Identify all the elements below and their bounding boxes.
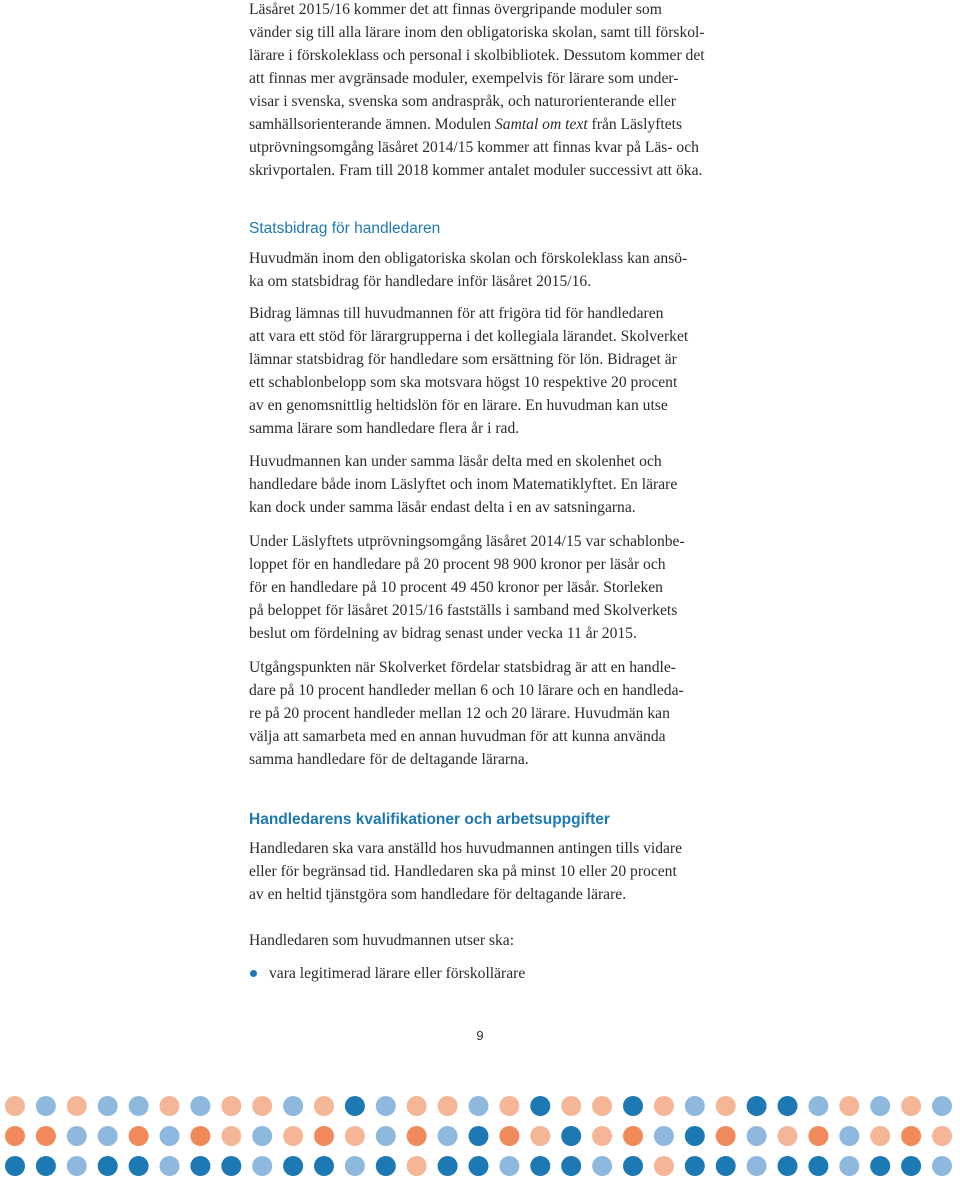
intro-line: utprövningsomgång läsåret 2014/15 kommer att finnas kvar på Läs- och: [249, 139, 699, 156]
page-number: 9: [476, 1028, 484, 1043]
decorative-dot: [716, 1126, 736, 1146]
intro-line: skrivportalen. Fram till 2018 kommer antalet moduler successivt att öka.: [249, 162, 703, 179]
intro-line: från Läslyftets: [587, 116, 683, 133]
decorative-dot: [98, 1096, 118, 1116]
decorative-dot: [808, 1126, 828, 1146]
decorative-dot: [716, 1156, 736, 1176]
decorative-dot: [839, 1126, 859, 1146]
decorative-dot: [407, 1126, 427, 1146]
decorative-dot: [67, 1156, 87, 1176]
decorative-dot: [499, 1156, 519, 1176]
decorative-dot: [252, 1156, 272, 1176]
decorative-dot: [778, 1156, 798, 1176]
bullet-icon: [250, 970, 257, 977]
decorative-dot: [160, 1126, 180, 1146]
decorative-dot: [190, 1126, 210, 1146]
decorative-dot: [654, 1096, 674, 1116]
decorative-dot: [252, 1096, 272, 1116]
module-title: Samtal om text: [494, 116, 588, 133]
decorative-dot: [190, 1156, 210, 1176]
decorative-dot: [561, 1156, 581, 1176]
decorative-dot: [561, 1096, 581, 1116]
decorative-dot: [901, 1096, 921, 1116]
decorative-dot: [530, 1096, 550, 1116]
decorative-dot: [530, 1126, 550, 1146]
decorative-dot: [469, 1126, 489, 1146]
decorative-dot: [129, 1126, 149, 1146]
decorative-dot: [870, 1156, 890, 1176]
decorative-dot: [808, 1096, 828, 1116]
decorative-dot: [932, 1156, 952, 1176]
decorative-dot: [778, 1126, 798, 1146]
decorative-dot: [314, 1096, 334, 1116]
decorative-dot: [407, 1096, 427, 1116]
decorative-dot: [345, 1156, 365, 1176]
requirements-list: [249, 962, 769, 985]
decorative-dot: [932, 1096, 952, 1116]
statsbidrag-paragraph-4: Under Läslyftets utprövningsomgång läsåret 2014/15 var schablonbe- loppet för en handledare på 20 procent 98 900 kronor per läsår och för en handledare på 10 procent 49 450 kronor per läsår. Storleken på beloppet för läsåret 2015/16 fastställs i samband med Skolverkets beslut om fördelning av bidrag senast under vecka 11 år 2015.: [249, 533, 685, 642]
list-item: vara legitimerad lärare eller förskollärare: [249, 962, 769, 985]
decorative-dot: [67, 1126, 87, 1146]
decorative-dot: [221, 1126, 241, 1146]
decorative-dot: [407, 1156, 427, 1176]
decorative-dot: [932, 1126, 952, 1146]
decorative-dot: [98, 1156, 118, 1176]
statsbidrag-paragraph-5: Utgångspunkten när Skolverket fördelar statsbidrag är att en handle- dare på 10 procent handleder mellan 6 och 10 lärare och en handleda- re på 20 procent handleder mellan 12 och 20 lärare. Huvudmän kan välja att samarbeta med en annan huvudman för att kunna använda samma handledare för de deltagande lärarna.: [249, 659, 684, 768]
decorative-dot: [592, 1156, 612, 1176]
decorative-dot: [438, 1156, 458, 1176]
decorative-dot: [499, 1096, 519, 1116]
section-heading-statsbidrag: Statsbidrag för handledaren: [249, 220, 441, 237]
decorative-dot: [5, 1156, 25, 1176]
decorative-dot: [314, 1156, 334, 1176]
statsbidrag-paragraph-1: Huvudmän inom den obligatoriska skolan och förskoleklass kan ansö- ka om statsbidrag för handledare inför läsåret 2015/16.: [249, 250, 688, 290]
decorative-dot: [716, 1096, 736, 1116]
decorative-dot: [499, 1126, 519, 1146]
decorative-dot: [469, 1096, 489, 1116]
decorative-dot: [98, 1126, 118, 1146]
decorative-dot: [438, 1126, 458, 1146]
intro-line: att finnas mer avgränsade moduler, exempelvis för lärare som under-: [249, 70, 679, 87]
decorative-dot: [747, 1126, 767, 1146]
decorative-dot: [36, 1096, 56, 1116]
decorative-dot: [808, 1156, 828, 1176]
decorative-dot: [839, 1156, 859, 1176]
decorative-dot: [5, 1126, 25, 1146]
decorative-dot: [901, 1156, 921, 1176]
decorative-dot: [839, 1096, 859, 1116]
decorative-dot: [623, 1096, 643, 1116]
decorative-dot: [376, 1096, 396, 1116]
decorative-dot: [747, 1156, 767, 1176]
decorative-dot: [592, 1126, 612, 1146]
decorative-dot: [345, 1126, 365, 1146]
decorative-dot: [190, 1096, 210, 1116]
decorative-dot: [530, 1156, 550, 1176]
decorative-dot: [561, 1126, 581, 1146]
decorative-dot: [778, 1096, 798, 1116]
decorative-dot: [67, 1096, 87, 1116]
decorative-dot-pattern: [0, 1086, 960, 1182]
intro-line: vänder sig till alla lärare inom den obligatoriska skolan, samt till förskol-: [249, 24, 705, 41]
kvalifikationer-paragraph-1: Handledaren ska vara anställd hos huvudmannen antingen tills vidare eller för begränsad tid. Handledaren ska på minst 10 eller 20 procent av en heltid tjänstgöra som handledare för deltagande lärare.: [249, 840, 683, 903]
decorative-dot: [129, 1096, 149, 1116]
decorative-dot: [221, 1096, 241, 1116]
decorative-dot: [654, 1156, 674, 1176]
decorative-dot: [345, 1096, 365, 1116]
statsbidrag-paragraph-3: Huvudmannen kan under samma läsår delta med en skolenhet och handledare både inom Läslyftet och inom Matematiklyftet. En lärare kan dock under samma läsår endast delta i en av satsningarna.: [249, 453, 678, 516]
decorative-dot: [314, 1126, 334, 1146]
decorative-dot: [221, 1156, 241, 1176]
decorative-dot: [376, 1156, 396, 1176]
decorative-dot: [129, 1156, 149, 1176]
decorative-dot: [283, 1156, 303, 1176]
decorative-dot: [592, 1096, 612, 1116]
decorative-dot: [283, 1126, 303, 1146]
decorative-dot: [623, 1156, 643, 1176]
section-heading-kvalifikationer: Handledarens kvalifikationer och arbetsuppgifter: [249, 811, 610, 828]
decorative-dot: [685, 1156, 705, 1176]
decorative-dot: [376, 1126, 396, 1146]
decorative-dot: [685, 1096, 705, 1116]
decorative-dot: [870, 1096, 890, 1116]
decorative-dot: [747, 1096, 767, 1116]
decorative-dot: [901, 1126, 921, 1146]
intro-paragraph: [249, 0, 769, 182]
decorative-dot: [160, 1156, 180, 1176]
decorative-dot: [252, 1126, 272, 1146]
decorative-dot: [438, 1096, 458, 1116]
intro-line: lärare i förskoleklass och personal i skolbibliotek. Dessutom kommer det: [249, 47, 705, 64]
decorative-dot: [469, 1156, 489, 1176]
decorative-dot: [36, 1126, 56, 1146]
decorative-dot: [870, 1126, 890, 1146]
decorative-dot: [5, 1096, 25, 1116]
statsbidrag-paragraph-2: Bidrag lämnas till huvudmannen för att frigöra tid för handledaren att vara ett stöd för lärargrupperna i det kollegiala lärandet. Skolverket lämnar statsbidrag för handledare som ersättning för lön. Bidraget är ett schablonbelopp som ska motsvara högst 10 respektive 20 procent av en genomsnittlig heltidslön för en lärare. En huvudman kan utse samma lärare som handledare flera år i rad.: [249, 305, 689, 437]
decorative-dot: [623, 1126, 643, 1146]
intro-line: Läsåret 2015/16 kommer det att finnas övergripande moduler som: [249, 1, 662, 18]
intro-line: samhällsorienterande ämnen. Modulen: [249, 116, 495, 133]
decorative-dot: [283, 1096, 303, 1116]
decorative-dot: [160, 1096, 180, 1116]
decorative-dot: [685, 1126, 705, 1146]
decorative-dot: [36, 1156, 56, 1176]
kvalifikationer-paragraph-2: Handledaren som huvudmannen utser ska:: [249, 932, 515, 949]
intro-line: visar i svenska, svenska som andraspråk, och naturorienterande eller: [249, 93, 676, 110]
decorative-dot: [654, 1126, 674, 1146]
